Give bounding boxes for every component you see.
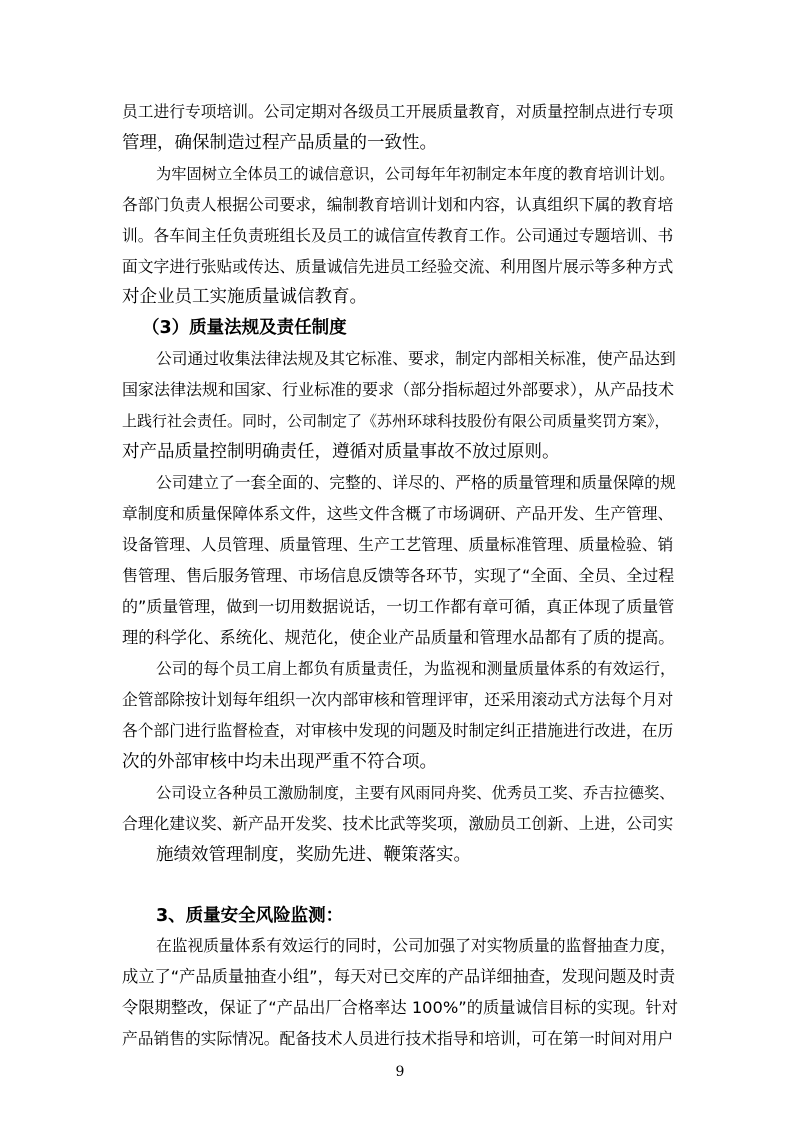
text-line: 章制度和质量保障体系文件，这些文件含概了市场调研、产品开发、生产管理、 — [122, 504, 674, 523]
text-line: 国家法律法规和国家、行业标准的要求（部分指标超过外部要求），从产品技术 — [122, 380, 675, 399]
text-line: 对企业员工实施质量诚信教育。 — [122, 287, 367, 307]
text-line: 售管理、售后服务管理、市场信息反馈等各环节，实现了“全面、全员、全过程 — [122, 566, 675, 585]
section-heading: （3）质量法规及责任制度 — [142, 318, 347, 338]
text-line: 为牢固树立全体员工的诚信意识，公司每年年初制定本年度的教育培训计划。 — [156, 165, 675, 183]
text-line: 公司建立了一套全面的、完整的、详尽的、严格的质量管理和质量保障的规 — [156, 473, 676, 492]
text-line: 施绩效管理制度，奖励先进、鞭策落实。 — [156, 845, 471, 865]
text-line: 的”质量管理，做到一切用数据说话，一切工作都有章可循，真正体现了质量管 — [122, 597, 675, 616]
text-line: 公司设立各种员工激励制度，主要有风雨同舟奖、优秀员工奖、乔吉拉德奖、 — [156, 784, 675, 802]
text-line: 在监视质量体系有效运行的同时，公司加强了对实物质量的监督抽查力度， — [156, 936, 676, 955]
text-line: 企管部除按计划每年组织一次内部审核和管理评审，还采用滚动式方法每个月对 — [122, 690, 674, 709]
text-line: 员工进行专项培训。公司定期对各级员工开展质量教育，对质量控制点进行专项 — [122, 102, 674, 121]
text-line: 合理化建议奖、新产品开发奖、技术比武等奖项，激励员工创新、上进，公司实 — [122, 814, 674, 833]
text-line: 各部门负责人根据公司要求，编制教育培训计划和内容，认真组织下属的教育培 — [122, 195, 674, 214]
text-line: 次的外部审核中均未出现严重不符合项。 — [122, 752, 437, 772]
text-line: 令限期整改，保证了“产品出厂合格率达 100%”的质量诚信目标的实现。针对 — [122, 998, 678, 1017]
text-line: 各个部门进行监督检查，对审核中发现的问题及时制定纠正措施进行改进，在历 — [122, 721, 674, 740]
text-line: 对产品质量控制明确责任，遵循对质量事故不放过原则。 — [122, 442, 560, 462]
text-line: 产品销售的实际情况。配备技术人员进行技术指导和培训，可在第一时间对用户 — [122, 1029, 674, 1048]
text-line: 成立了“产品质量抽查小组”，每天对已交库的产品详细抽查，发现问题及时责 — [122, 967, 676, 986]
page-number: 9 — [395, 1064, 405, 1080]
text-line: 公司通过收集法律法规及其它标准、要求，制定内部相关标准，使产品达到 — [156, 349, 676, 368]
text-line: 理的科学化、系统化、规范化，使企业产品质量和管理水品都有了质的提高。 — [122, 628, 675, 647]
text-line: 公司的每个员工肩上都负有质量责任，为监视和测量质量体系的有效运行， — [156, 659, 676, 678]
section-heading: 3、质量安全风险监测： — [156, 906, 344, 926]
text-line: 训。各车间主任负责班组长及员工的诚信宣传教育工作。公司通过专题培训、书 — [122, 226, 674, 245]
text-line: 面文字进行张贴或传达、质量诚信先进员工经验交流、利用图片展示等多种方式 — [122, 257, 674, 276]
text-line: 设备管理、人员管理、质量管理、生产工艺管理、质量标准管理、质量检验、销 — [122, 535, 674, 554]
text-line: 上践行社会责任。同时，公司制定了《苏州环球科技股份有限公司质量奖罚方案》， — [122, 412, 670, 430]
text-line: 管理，确保制造过程产品质量的一致性。 — [122, 133, 437, 153]
